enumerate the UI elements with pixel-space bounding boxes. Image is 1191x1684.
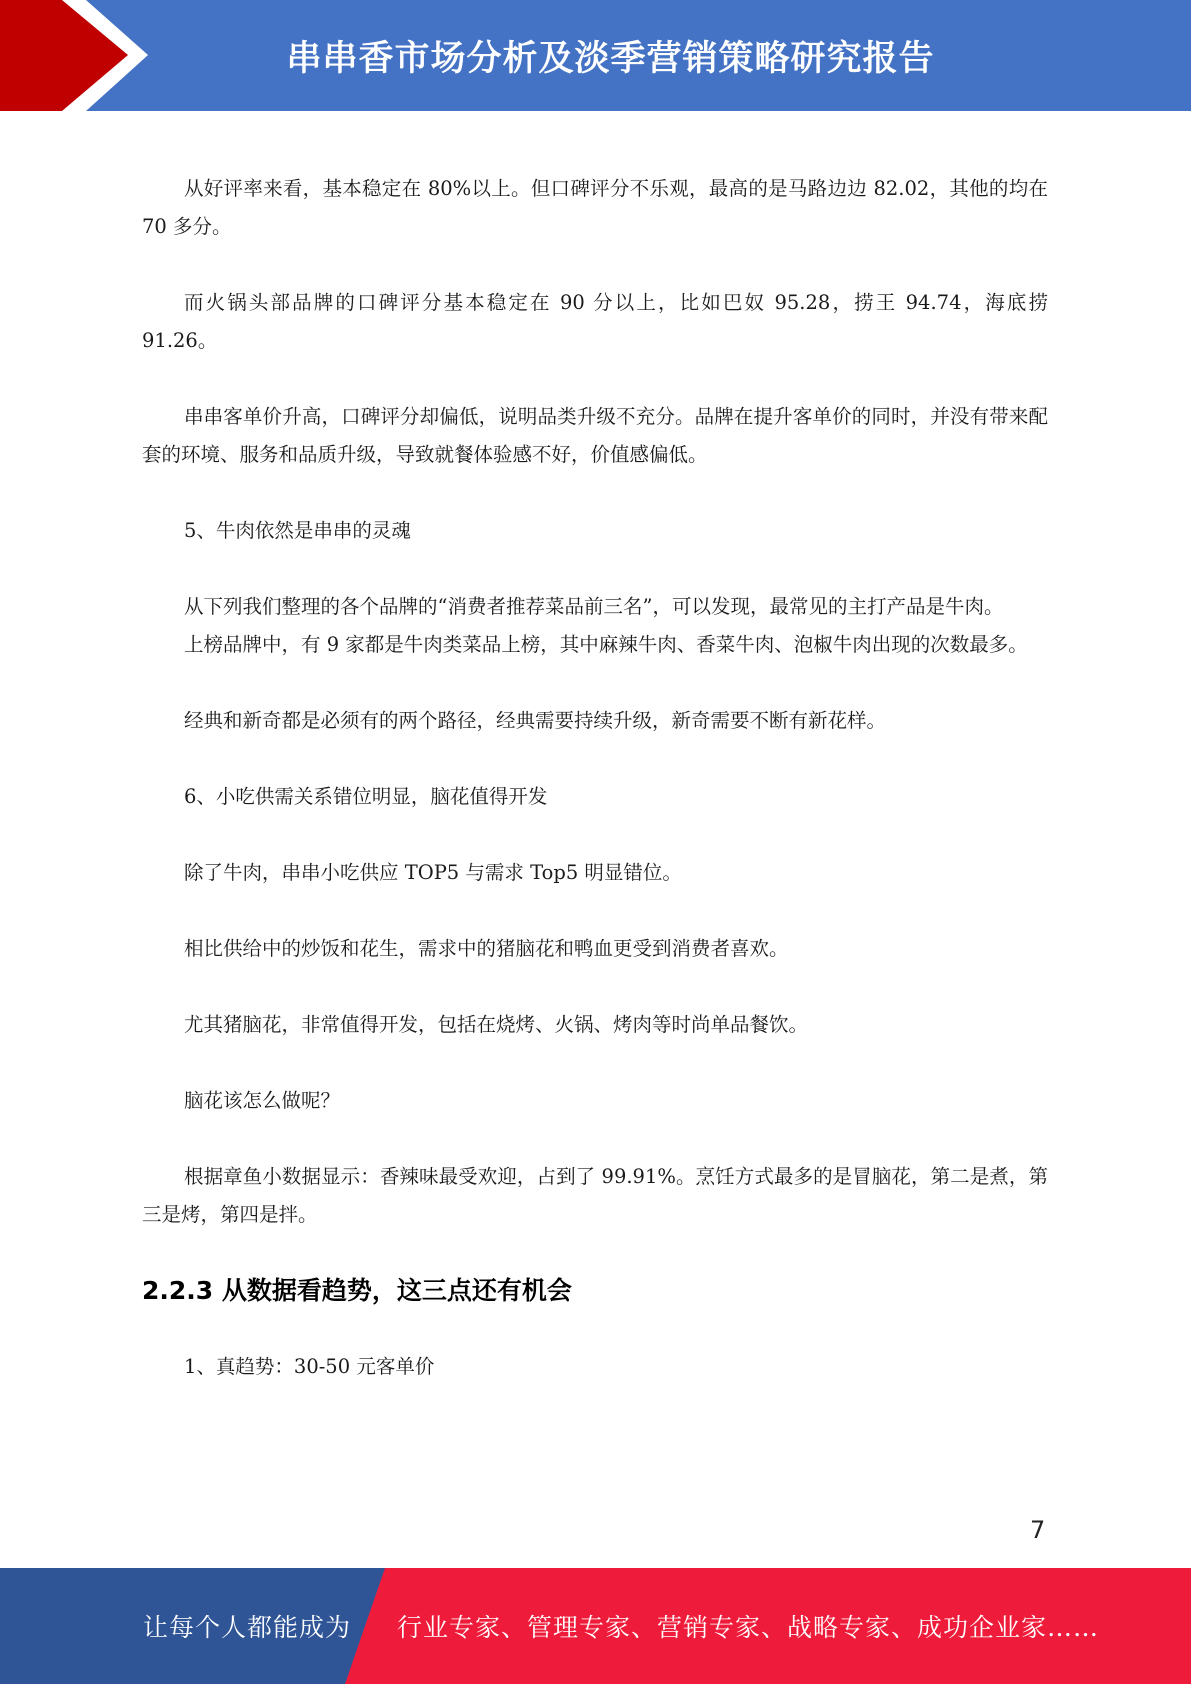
paragraph: 脑花该怎么做呢？	[184, 1089, 341, 1112]
page-content	[142, 170, 1048, 1386]
page-footer	[0, 1568, 1191, 1684]
paragraph: 从下列我们整理的各个品牌的“消费者推荐菜品前三名”，可以发现，最常见的主打产品是牛肉。	[184, 595, 1004, 618]
page-number: 7	[1030, 1516, 1046, 1544]
document-title: 串串香市场分析及淡季营销策略研究报告	[286, 38, 935, 79]
paragraph: 除了牛肉，串串小吃供应 TOP5 与需求 Top5 明显错位。	[184, 861, 682, 884]
paragraph: 经典和新奇都是必须有的两个路径，经典需要持续升级，新奇需要不断有新花样。	[184, 709, 887, 732]
paragraph: 根据章鱼小数据显示：香辣味最受欢迎，占到了 99.91%。烹饪方式最多的是冒脑花，第二是煮，第三是烤，第四是拌。	[142, 1165, 1048, 1226]
paragraph: 尤其猪脑花，非常值得开发，包括在烧烤、火锅、烤肉等时尚单品餐饮。	[184, 1013, 809, 1036]
paragraph: 从好评率来看，基本稳定在 80%以上。但口碑评分不乐观，最高的是马路边边 82.02，其他的均在 70 多分。	[142, 177, 1048, 238]
paragraph: 而火锅头部品牌的口碑评分基本稳定在 90 分以上，比如巴奴 95.28，捞王 94.74，海底捞 91.26。	[142, 291, 1048, 352]
footer-slogan-left: 让每个人都能成为	[143, 1613, 352, 1642]
footer-slogan-right: 行业专家、管理专家、营销专家、战略专家、成功企业家……	[397, 1613, 1100, 1642]
section-subheading: 5、牛肉依然是串串的灵魂	[184, 519, 411, 542]
paragraph: 上榜品牌中，有 9 家都是牛肉类菜品上榜，其中麻辣牛肉、香菜牛肉、泡椒牛肉出现的次数最多。	[184, 633, 1028, 656]
section-heading: 2.2.3 从数据看趋势，这三点还有机会	[142, 1276, 572, 1305]
paragraph: 相比供给中的炒饭和花生，需求中的猪脑花和鸭血更受到消费者喜欢。	[184, 937, 789, 960]
section-subheading: 6、小吃供需关系错位明显，脑花值得开发	[184, 785, 548, 808]
paragraph: 串串客单价升高，口碑评分却偏低，说明品类升级不充分。品牌在提升客单价的同时，并没有带来配套的环境、服务和品质升级，导致就餐体验感不好，价值感偏低。	[142, 405, 1048, 466]
section-subheading: 1、真趋势：30-50 元客单价	[184, 1355, 435, 1378]
page-header	[0, 0, 1191, 111]
